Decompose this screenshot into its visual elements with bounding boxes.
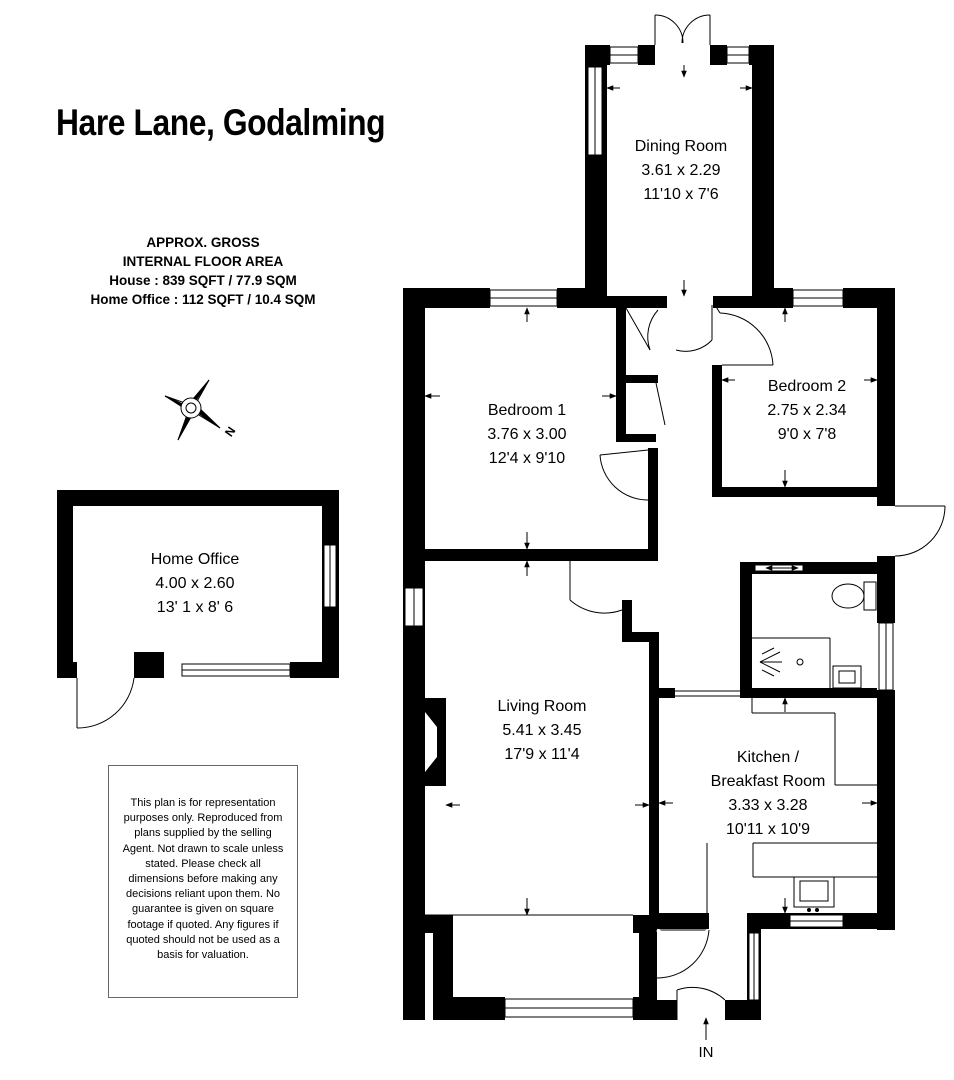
living-room-metric: 5.41 x 3.45 (502, 722, 582, 739)
compass-icon (165, 380, 220, 440)
windows (182, 47, 893, 1017)
bedroom1-imperial: 12'4 x 9'10 (488, 450, 566, 467)
bedroom2-imperial: 9'0 x 7'8 (777, 426, 837, 443)
kitchen-metric: 3.33 x 3.28 (728, 797, 808, 814)
bathroom-fixtures (760, 568, 876, 688)
dining-room-metric: 3.61 x 2.29 (641, 162, 721, 179)
kitchen-door (657, 930, 709, 937)
bedroom1-name: Bedroom 1 (487, 402, 567, 419)
home-office-metric: 4.00 x 2.60 (155, 575, 235, 592)
shower-icon (797, 659, 803, 665)
toilet-icon (832, 584, 864, 608)
walls (57, 45, 895, 1020)
entrance-label: IN (698, 1044, 714, 1061)
kitchen-imperial: 10'11 x 10'9 (725, 821, 811, 838)
bedroom1-metric: 3.76 x 3.00 (487, 426, 567, 443)
living-room-name: Living Room (497, 698, 587, 715)
home-office-imperial: 13' 1 x 8' 6 (156, 599, 234, 616)
doors (77, 15, 945, 1020)
kitchen-name-line1: Kitchen / (736, 749, 800, 766)
floor-area-line1: APPROX. GROSS (146, 235, 260, 250)
dining-room-name: Dining Room (634, 138, 728, 155)
plan-title: Hare Lane, Godalming (56, 102, 386, 143)
kitchen-fixtures (794, 877, 834, 912)
bedroom2-name: Bedroom 2 (767, 378, 847, 395)
floor-area-house: House : 839 SQFT / 77.9 SQM (109, 273, 297, 288)
home-office-name: Home Office (150, 551, 240, 568)
compass-north-label: N (222, 424, 239, 440)
basin-icon (833, 666, 861, 688)
floor-area-line2: INTERNAL FLOOR AREA (122, 254, 284, 269)
kitchen-name-line2: Breakfast Room (710, 773, 826, 790)
living-room-imperial: 17'9 x 11'4 (504, 746, 580, 763)
dining-room-imperial: 11'10 x 7'6 (643, 186, 719, 203)
bedroom2-metric: 2.75 x 2.34 (767, 402, 847, 419)
floor-area-office: Home Office : 112 SQFT / 10.4 SQM (90, 292, 316, 307)
disclaimer-text: This plan is for representation purposes only. Reproduced from plans supplied by the selling Agent. Not drawn to scale unless stated. Please check all dimensions before making any decisions reliant upon them. No guarantee is given on square footage if quoted. Any figures if quoted should not be used as a basis for valuation. (122, 797, 284, 962)
